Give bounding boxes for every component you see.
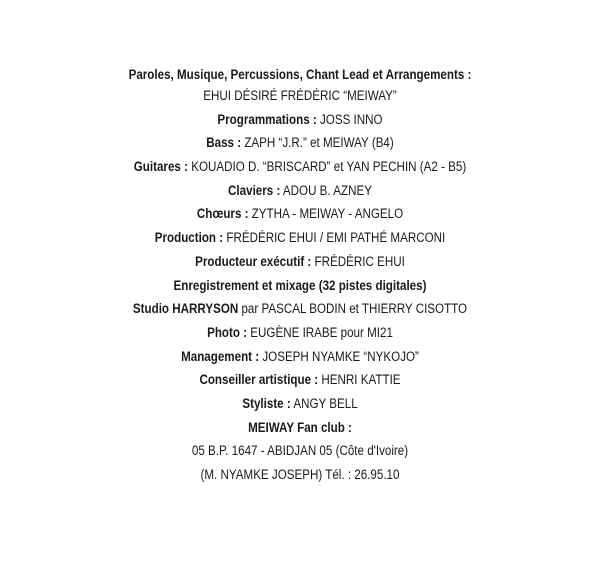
credit-role: Management : (181, 348, 260, 364)
credit-line-conseiller (42, 368, 558, 392)
credit-role: Producteur exécutif : (195, 253, 312, 269)
credit-role: Production : (154, 230, 224, 246)
credit-name: 05 B.P. 1647 - ABIDJAN 05 (Côte d'Ivoire) (191, 443, 409, 459)
credit-line-management (42, 345, 558, 369)
credit-line-lyrics-music-name (42, 84, 558, 108)
credit-line-studio (42, 297, 558, 321)
credit-name: ADOU B. AZNEY (280, 182, 372, 198)
credit-line-claviers (42, 179, 558, 203)
credit-name: KOUADIO D. “BRISCARD” et YAN PECHIN (A2 - B5) (187, 159, 467, 175)
credit-name: HENRI KATTIE (318, 372, 401, 388)
credit-role: Studio HARRYSON (132, 301, 239, 317)
credit-role: Photo : (207, 324, 248, 340)
credit-role: Styliste : (242, 395, 291, 411)
credit-line-photo (42, 321, 558, 345)
credit-role: Enregistrement et mixage (32 pistes digitales) (173, 277, 427, 293)
credit-role: Bass : (206, 135, 242, 151)
credit-line-choeurs (42, 202, 558, 226)
credits-block (42, 66, 558, 487)
credit-line-producteur-executif (42, 250, 558, 274)
credit-name: FRÉDÉRIC EHUI (311, 253, 405, 269)
credit-name: EHUI DÉSIRÉ FRÉDÉRIC “MEIWAY” (203, 88, 397, 103)
credit-line-guitares (42, 155, 558, 179)
credit-role: Chœurs : (196, 206, 249, 222)
credit-name: ANGY BELL (290, 395, 358, 411)
credit-name: par PASCAL BODIN et THIERRY CISOTTO (238, 301, 468, 317)
credit-name: (M. NYAMKE JOSEPH) Tél. : 26.95.10 (200, 467, 400, 482)
credit-role: Guitares : (133, 159, 188, 175)
credit-line-fan-club-address (42, 439, 558, 463)
credit-role: Claviers : (228, 182, 281, 198)
credit-name: JOSS INNO (316, 111, 383, 127)
credit-name: JOSEPH NYAMKE “NYKOJO” (259, 348, 419, 364)
credit-line-fan-club-contact (42, 463, 558, 487)
credit-role: Programmations : (217, 111, 317, 127)
credit-name: EUGÈNE IRABE pour MI21 (247, 324, 393, 340)
credit-line-styliste (42, 392, 558, 416)
credit-name: FRÉDÉRIC EHUI / EMI PATHÉ MARCONI (223, 230, 446, 246)
credit-name: ZAPH “J.R.” et MEIWAY (B4) (241, 135, 394, 151)
credit-role: Paroles, Musique, Percussions, Chant Lead et Arrangements : (128, 67, 472, 82)
credit-line-programmations (42, 108, 558, 132)
credit-line-fan-club (42, 416, 558, 440)
credit-name: ZYTHA - MEIWAY - ANGELO (248, 206, 404, 222)
credit-line-lyrics-music (42, 66, 558, 84)
credit-line-enregistrement (42, 274, 558, 298)
credit-line-bass (42, 131, 558, 155)
credit-line-production (42, 226, 558, 250)
credit-role: Conseiller artistique : (199, 372, 319, 388)
credit-role: MEIWAY Fan club : (248, 419, 352, 435)
